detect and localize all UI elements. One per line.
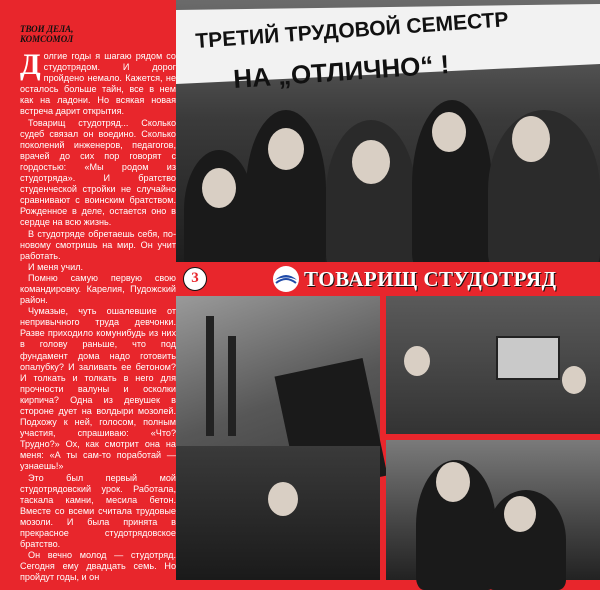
person-face xyxy=(504,496,536,532)
photo-students-banner xyxy=(176,0,600,262)
drop-cap: Д xyxy=(20,48,41,81)
person-face xyxy=(512,116,550,162)
photo-industrial-flag xyxy=(176,296,380,580)
banner-line-2: НА „ОТЛИЧНО“ ! xyxy=(232,48,451,94)
person-face xyxy=(268,128,304,170)
article-column xyxy=(20,24,176,583)
person-face xyxy=(404,346,430,376)
studotryad-emblem-icon xyxy=(272,265,300,293)
photo-radio-room xyxy=(386,296,600,434)
paragraph: Товарищ студотряд... Сколько судеб связал он воедино. Сколько поколений инженеров, педагогов, врачей до сих пор говорят с гордостью: «Мы родом из студотряда». И братство студенческой стройки не случайно сравнивают с воинским братством. Рожденное в деле, остается оно в сердце на всю жизнь. xyxy=(20,117,176,228)
person-face xyxy=(352,140,390,184)
rubric-heading: ТВОИ ДЕЛА, КОМСОМОЛ xyxy=(20,24,74,44)
chimney xyxy=(228,336,236,436)
paragraph: И меня учил. xyxy=(28,261,84,272)
paragraph: Помню самую первую свою командировку. Карелия, Пудожский район. xyxy=(20,272,176,306)
paragraph: В студотряде обретаешь себя, по-новому смотришь на мир. Он учит работать. xyxy=(20,228,176,261)
article-body xyxy=(20,48,176,584)
banner-line-1: ТРЕТИЙ ТРУДОВОЙ СЕМЕСТР xyxy=(194,8,510,53)
section-header xyxy=(176,262,600,296)
person-face xyxy=(436,462,470,502)
radio-equipment xyxy=(496,336,560,380)
paragraph: Он вечно молод — студотряд. Сегодня ему двадцать семь. Но пройдут годы, и он xyxy=(20,550,176,583)
person-face xyxy=(562,366,586,394)
person-face xyxy=(202,168,236,208)
section-number: 3 xyxy=(183,267,207,291)
banner-graphic xyxy=(176,4,600,94)
photo-two-women xyxy=(386,440,600,580)
paragraph: Чумазые, чуть ошалевшие от непривычного труда девчонки. Разве приходило комунибудь из них в голову раньше, что под фундамент дома надо готовить опалубку? И заливать ее бетоном? И толкать и толкать в него для прочности валуны и осколки кирпича? Одна из девушек в стороне дует на волдыри мозолей. Подхожу к ней, голосом, полным участия, спрашиваю: «Что? Трудно?» Ох, как смотрит она на меня: «А ты сам-то поработай — узнаешь!» xyxy=(20,306,176,472)
section-title: ТОВАРИЩ СТУДОТРЯД xyxy=(304,267,557,291)
paragraph: Долгие годы я шагаю рядом со студотрядом. И дорог пройдено немало. Кажется, не осталось больше тайн, все в нем как на ладони. Но всякая новая встреча дарит открытия. xyxy=(20,48,176,117)
paragraph: Это был первый мой студотрядовский урок. Работала, таскала камни, месила бетон. Вместе со всеми считала трудовые мозоли. И была принята в прекрасное студотрядовское братство. xyxy=(20,472,176,550)
person-face xyxy=(268,482,298,516)
person-face xyxy=(432,112,466,152)
chimney xyxy=(206,316,214,436)
